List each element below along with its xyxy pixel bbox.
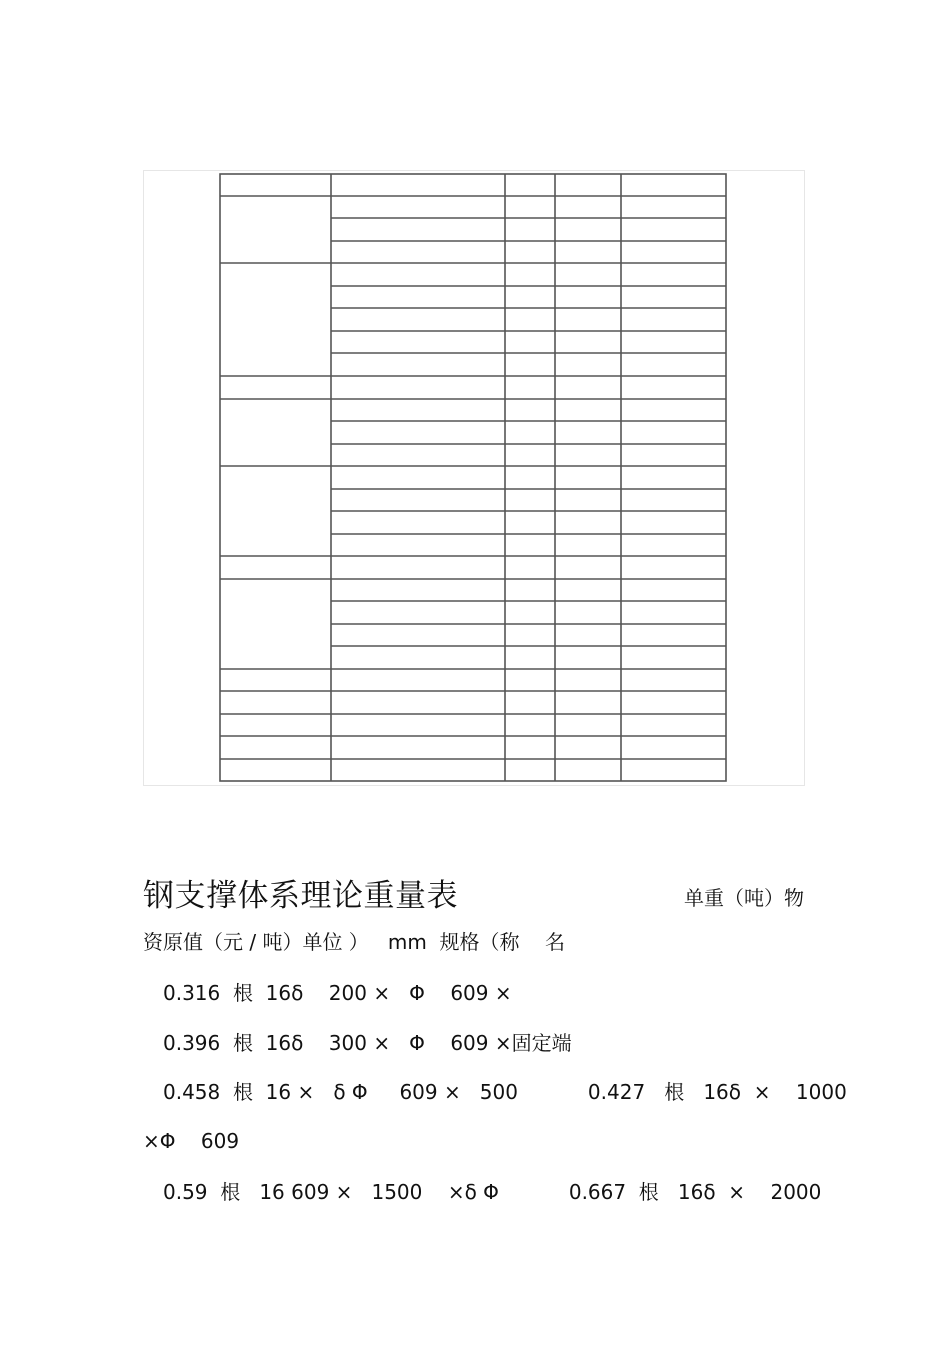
data-line: 0.59 根 16 609 × 1500 ×δ Φ 0.667 根 16δ × 2000 — [163, 1180, 822, 1204]
data-line: ×Φ 609 — [143, 1129, 240, 1153]
unit-weight-header: 单重（吨）物 — [684, 886, 804, 910]
weight-table-grid — [219, 173, 727, 782]
table-border — [220, 174, 726, 781]
page-title: 钢支撑体系理论重量表 — [143, 878, 458, 914]
data-line: 0.316 根 16δ 200 × Φ 609 × — [163, 981, 512, 1005]
data-line: 0.458 根 16 × δ Φ 609 × 500 0.427 根 16δ × 1000 — [163, 1080, 847, 1104]
data-line: 0.396 根 16δ 300 × Φ 609 ×固定端 — [163, 1031, 572, 1055]
header-line: 资原值（元 / 吨）单位 ） mm 规格（称 名 — [143, 930, 565, 954]
